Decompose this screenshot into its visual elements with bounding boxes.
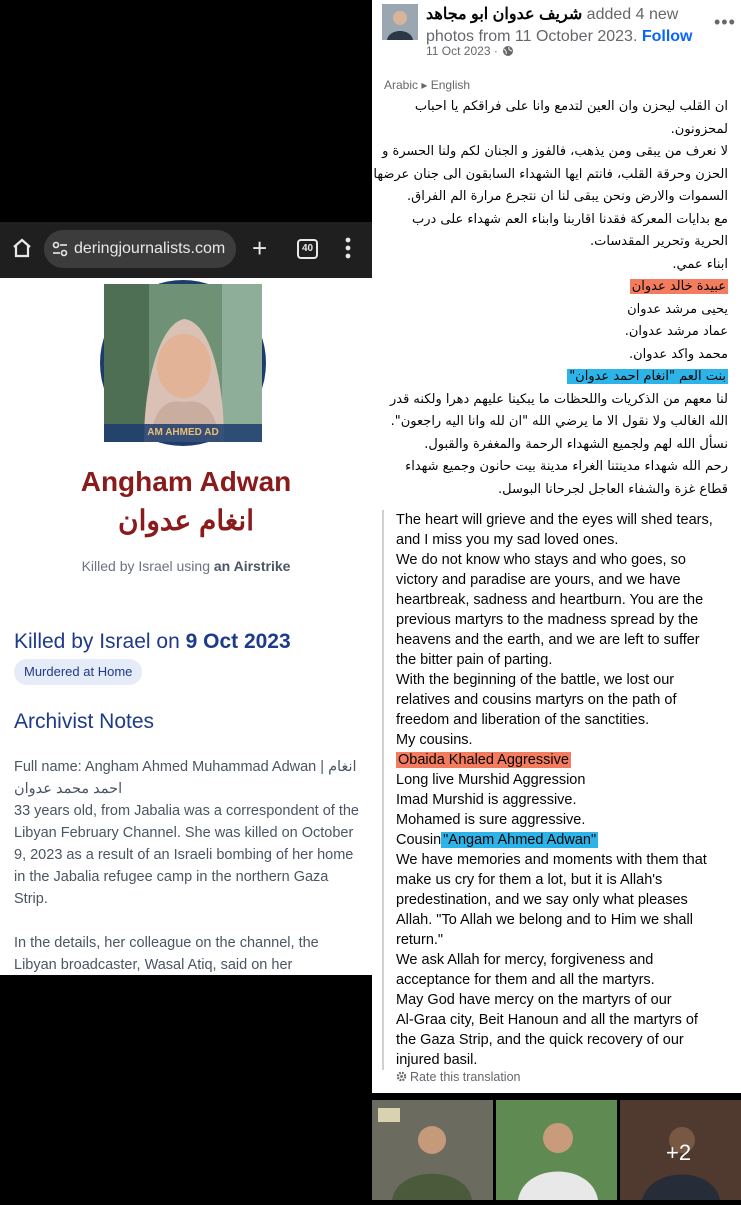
english-line: heavens and the earth, and we are left to suffer (396, 632, 700, 648)
english-line: previous martyrs to the madness spread by the (396, 612, 699, 628)
person-photo-icon (372, 1100, 493, 1200)
post-photo-1[interactable] (372, 1100, 493, 1200)
arabic-line: السموات والارض ونحن يبقى لنا ان نتجرع مرارة الم الفراق. (407, 189, 728, 204)
arabic-line: ابناء عمي. (672, 256, 728, 272)
highlight-blue: بنت العم "انغام احمد عدوان" (569, 369, 726, 384)
english-line: the Gaza Strip, and the quick recovery of our (396, 1032, 684, 1048)
arabic-line: الحرية وتحرير المقدسات. (590, 234, 728, 249)
english-line: Imad Murshid is aggressive. (396, 792, 577, 808)
killed-method-prefix: Killed by Israel using (81, 558, 214, 574)
killed-date-value: 9 Oct 2023 (185, 630, 291, 653)
name-english: Angham Adwan (80, 466, 292, 497)
english-line: Allah. "To Allah we belong and to Him we shall (396, 912, 693, 928)
english-line-highlighted (396, 830, 728, 850)
lang-from: Arabic (384, 78, 419, 92)
killed-method-value: an Airstrike (213, 558, 291, 574)
post-photo-2[interactable] (496, 1100, 617, 1200)
english-line: victory and paradise are yours, and we have (396, 572, 681, 588)
killed-date-prefix: Killed by Israel on (14, 630, 186, 653)
english-line: We ask Allah for mercy, forgiveness and (396, 952, 654, 968)
person-photo-icon (104, 284, 262, 442)
tab-count-button[interactable]: 40 (297, 239, 318, 259)
english-line: make us cry for them a lot, but it is Allah's (396, 872, 663, 888)
author-avatar[interactable] (382, 4, 418, 40)
highlight-red: Obaida Khaled Aggressive (398, 752, 569, 768)
english-line: Al-Graa city, Beit Hanoun and all the martyrs of (396, 1012, 698, 1028)
arabic-line: يحيى مرشد عدوان (627, 301, 728, 317)
english-line: My cousins. (396, 732, 473, 748)
highlight-red: عبيدة خالد عدوان (631, 279, 726, 294)
english-line: With the beginning of the battle, we lost our (396, 672, 675, 688)
post-author[interactable]: شريف عدوان ابو مجاهد (426, 6, 583, 23)
cousin-prefix: Cousin (396, 832, 442, 848)
english-line: heartbreak, sadness and heartburn. You are the (396, 592, 704, 608)
english-translation-text (382, 510, 728, 1070)
rate-translation-link[interactable] (396, 1070, 520, 1084)
archivist-notes-heading: Archivist Notes (14, 710, 155, 733)
english-line: injured basil. (396, 1052, 478, 1068)
post-options-icon[interactable]: ••• (714, 12, 736, 32)
arabic-line: محمد واكد عدوان. (628, 346, 728, 362)
english-line: We do not know who stays and who goes, so (396, 552, 686, 568)
browser-toolbar (0, 222, 372, 278)
arabic-line: رحم الله شهداء مدينتنا الغراء مدينة بيت حانون وجميع شهداء (405, 459, 728, 474)
killed-method (0, 558, 372, 574)
new-tab-icon[interactable]: + (252, 233, 268, 263)
arabic-line-highlighted (382, 276, 728, 299)
english-line: relatives and cousins martyrs on the path of (396, 692, 677, 708)
notes-paragraph-1: 33 years old, from Jabalia was a correspondent of the Libyan February Channel. She was killed on October 9, 2023 as a result of an Israeli bombing of her home in the Jabalia refugee camp in the northern Gaza Strip. (14, 803, 359, 907)
black-area-top (0, 0, 372, 222)
arabic-line: نسأل الله لهم ولجميع الشهداء الرحمة والمغفرة والقبول. (424, 436, 728, 452)
english-line: freedom and liberation of the sanctities. (396, 712, 650, 728)
arabic-line: عماد مرشد عدوان. (624, 324, 728, 339)
profile-photo (100, 280, 266, 446)
post-date[interactable]: 11 Oct 2023 · (426, 44, 514, 58)
globe-icon (502, 45, 514, 57)
english-line: Long live Murshid Aggression (396, 772, 586, 788)
arabic-line: لا نعرف من يبقى ومن يذهب، فالفوز و الجنان لكم ولنا الحسرة و (382, 144, 728, 159)
english-line-highlighted (396, 750, 728, 770)
name-arabic: انغام عدوان (118, 505, 254, 536)
arabic-line: مع بدايات المعركة فقدنا اقاربنا وابناء العم شهداء على درب (411, 211, 728, 227)
rate-translation-text: Rate this translation (410, 1070, 521, 1084)
english-line: and I miss you my sad loved ones. (396, 532, 619, 548)
photo-caption: AM AHMED AD (147, 427, 219, 438)
killed-date-heading (14, 630, 291, 654)
arabic-line-highlighted (382, 366, 728, 389)
english-line: We have memories and moments with them that (396, 852, 707, 868)
site-settings-icon[interactable] (52, 240, 68, 258)
black-area-bottom (0, 975, 372, 1200)
english-line: May God have mercy on the martyrs of our (396, 992, 672, 1008)
avatar-icon (382, 4, 418, 40)
post-action: added 4 new photos from 11 October 2023. (426, 6, 679, 45)
english-line: The heart will grieve and the eyes will shed tears, (396, 512, 713, 528)
english-line: acceptance for them and all the martyrs. (396, 972, 655, 988)
more-photos-count: +2 (666, 1140, 692, 1165)
post-photos (372, 1100, 741, 1200)
notes-fullname: Full name: Angham Ahmed Muhammad Adwan | انغام احمد محمد عدوان (14, 759, 357, 797)
memorial-page (0, 278, 372, 975)
more-menu-icon[interactable] (345, 237, 351, 259)
url-text: deringjournalists.com (74, 240, 226, 257)
arabic-line: لمحزونون. (670, 121, 728, 137)
post-header (426, 4, 706, 48)
post-date-text: 11 Oct 2023 (426, 44, 491, 58)
arabic-original-text (373, 96, 728, 501)
post-photo-3[interactable] (620, 1100, 741, 1200)
follow-button[interactable]: Follow (641, 28, 693, 45)
lang-to: English (430, 78, 471, 92)
home-icon[interactable] (12, 238, 32, 258)
english-line: Mohamed is sure aggressive. (396, 812, 586, 828)
arabic-line: قطاع غزة والشفاء العاجل لجرحانا البوسل. (497, 481, 728, 497)
person-photo-icon (496, 1100, 617, 1200)
gear-icon (396, 1071, 407, 1082)
english-line: the bitter pain of parting. (396, 652, 553, 668)
arabic-line: الحزن وحرقة القلب، فانتم ايها الشهداء السابقون الى جنان عرضها (373, 166, 728, 182)
english-line: predestination, and we say only what pleases (396, 892, 688, 908)
arabic-line: ان القلب ليحزن وان العين لتدمع وانا على فراقكم يا احباب (414, 99, 728, 114)
notes-paragraph-2: In the details, her colleague on the channel, the Libyan broadcaster, Wasal Atiq, said on her (14, 935, 319, 973)
arabic-line: الله الغالب ولا نقول الا ما يرضي الله "ان لله وانا اليه راجعون". (390, 414, 728, 429)
translation-language: Arabic ▸ English (384, 78, 471, 92)
status-badge: Murdered at Home (14, 659, 142, 685)
url-bar[interactable] (44, 230, 236, 268)
english-line: return." (396, 932, 444, 948)
facebook-post (372, 0, 741, 1093)
highlight-blue: "Angam Ahmed Adwan" (443, 832, 597, 848)
arabic-line: لنا معهم من الذكريات واللحظات ما يبكينا عليهم دهرا ولكنه قدر (389, 391, 728, 407)
